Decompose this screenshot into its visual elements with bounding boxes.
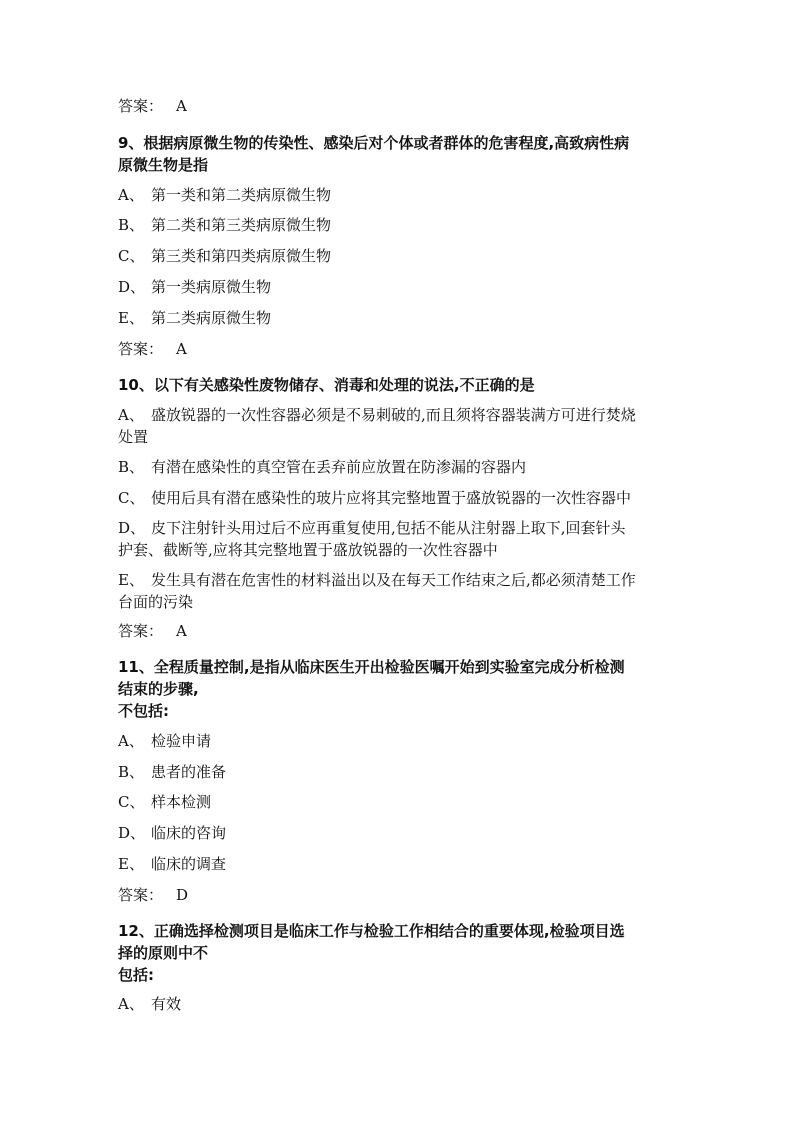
answer-label: 答案： — [118, 886, 164, 904]
option-label: A、 — [118, 186, 144, 204]
option-text: 第二类和第三类病原微生物 — [151, 216, 332, 234]
question-line: 9、根据病原微生物的传染性、感染后对个体或者群体的危害程度,高致病性病 — [118, 134, 630, 152]
option-label: D、 — [118, 519, 146, 537]
option-text: 临床的调查 — [151, 855, 227, 873]
answer-value: A — [176, 97, 187, 115]
answer-label: 答案： — [118, 97, 164, 115]
option-e — [118, 569, 678, 613]
option-c — [118, 487, 678, 509]
option-label: B、 — [118, 763, 145, 781]
option-text: 发生具有潜在危害性的材料溢出以及在每天工作结束之后,都必须清楚工作 — [151, 571, 636, 589]
option-text: 第一类和第二类病原微生物 — [151, 186, 332, 204]
option-c — [118, 791, 678, 813]
option-text: 患者的准备 — [151, 763, 227, 781]
answer-label: 答案： — [118, 622, 164, 640]
option-label: D、 — [118, 278, 146, 296]
question-10 — [118, 374, 678, 396]
option-b — [118, 214, 678, 236]
option-a — [118, 730, 678, 752]
question-line: 10、以下有关感染性废物储存、消毒和处理的说法,不正确的是 — [118, 376, 535, 394]
option-label: C、 — [118, 489, 145, 507]
option-e — [118, 853, 678, 875]
option-label: A、 — [118, 406, 144, 424]
question-line: 12、正确选择检测项目是临床工作与检验工作相结合的重要体现,检验项目选 — [118, 922, 625, 940]
option-a — [118, 993, 678, 1015]
option-text: 第二类病原微生物 — [151, 309, 272, 327]
option-d — [118, 822, 678, 844]
option-text-continued: 台面的污染 — [118, 593, 194, 611]
option-label: D、 — [118, 824, 146, 842]
option-text-continued: 处置 — [118, 428, 149, 446]
option-c — [118, 245, 678, 267]
option-text: 第一类病原微生物 — [151, 278, 272, 296]
option-label: A、 — [118, 732, 144, 750]
answer-value: A — [176, 340, 187, 358]
option-text: 有效 — [151, 995, 182, 1013]
option-d — [118, 276, 678, 298]
answer-line — [118, 95, 678, 117]
answer-value: D — [176, 886, 189, 904]
option-label: E、 — [118, 309, 144, 327]
question-line: 不包括: — [118, 702, 169, 720]
option-label: A、 — [118, 995, 144, 1013]
option-b — [118, 456, 678, 478]
option-text: 检验申请 — [151, 732, 212, 750]
answer-line — [118, 338, 678, 360]
option-text: 样本检测 — [151, 793, 212, 811]
option-text: 临床的咨询 — [151, 824, 227, 842]
option-label: E、 — [118, 571, 144, 589]
option-text: 皮下注射针头用过后不应再重复使用,包括不能从注射器上取下,回套针头 — [151, 519, 626, 537]
option-e — [118, 307, 678, 329]
answer-value: A — [176, 622, 187, 640]
option-text: 有潜在感染性的真空管在丢弃前应放置在防渗漏的容器内 — [151, 458, 527, 476]
option-text: 使用后具有潜在感染性的玻片应将其完整地置于盛放锐器的一次性容器中 — [151, 489, 632, 507]
question-11 — [118, 656, 678, 722]
question-9 — [118, 132, 678, 176]
option-text: 第三类和第四类病原微生物 — [151, 247, 332, 265]
option-a — [118, 404, 678, 448]
question-line: 11、全程质量控制,是指从临床医生开出检验医嘱开始到实验室完成分析检测 — [118, 658, 625, 676]
answer-line — [118, 884, 678, 906]
option-text: 盛放锐器的一次性容器必须是不易刺破的,而且须将容器装满方可进行焚烧 — [151, 406, 636, 424]
question-line: 原微生物是指 — [118, 156, 209, 174]
option-text-continued: 护套、截断等,应将其完整地置于盛放锐器的一次性容器中 — [118, 541, 498, 559]
option-label: B、 — [118, 216, 145, 234]
question-line: 结束的步骤, — [118, 680, 199, 698]
question-line: 包括: — [118, 966, 154, 984]
option-b — [118, 761, 678, 783]
option-label: E、 — [118, 855, 144, 873]
option-label: B、 — [118, 458, 145, 476]
answer-label: 答案： — [118, 340, 164, 358]
question-line: 择的原则中不 — [118, 944, 209, 962]
option-label: C、 — [118, 247, 145, 265]
question-12 — [118, 920, 678, 986]
option-d — [118, 517, 678, 561]
answer-line — [118, 620, 678, 642]
option-a — [118, 184, 678, 206]
option-label: C、 — [118, 793, 145, 811]
